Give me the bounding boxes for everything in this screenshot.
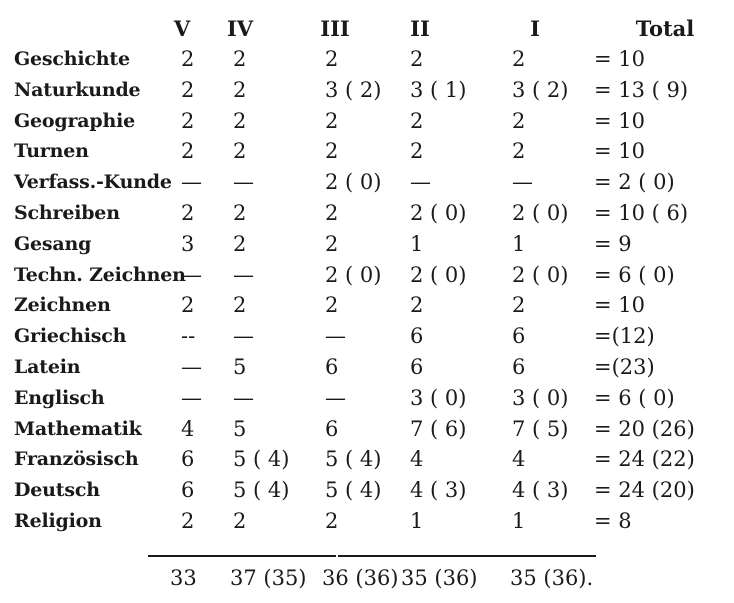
- hours-cell: 4: [512, 447, 526, 471]
- header-col-iv: IV: [226, 16, 254, 41]
- hours-cell: 2: [325, 47, 339, 71]
- hours-cell: 2: [233, 47, 247, 71]
- subject-label: Geschichte: [14, 48, 130, 70]
- hours-cell: 4 ( 3): [410, 478, 467, 502]
- hours-cell: 2: [325, 139, 339, 163]
- sum-col-v: 33: [170, 566, 197, 590]
- hours-cell: 4: [410, 447, 424, 471]
- hours-cell: 2: [181, 293, 195, 317]
- hours-cell: 5 ( 4): [325, 478, 382, 502]
- hours-cell: 6: [325, 355, 339, 379]
- hours-cell: 6: [512, 355, 526, 379]
- total-cell: = 8: [594, 509, 632, 533]
- total-cell: = 6 ( 0): [594, 386, 675, 410]
- hours-cell: —: [233, 170, 254, 194]
- subject-label: Gesang: [14, 233, 92, 255]
- hours-cell: 2: [181, 139, 195, 163]
- hours-cell: 5 ( 4): [325, 447, 382, 471]
- hours-cell: 2 ( 0): [325, 263, 382, 287]
- hours-cell: —: [233, 324, 254, 348]
- subject-label: Deutsch: [14, 479, 100, 501]
- hours-cell: —: [233, 386, 254, 410]
- hours-cell: 2: [325, 293, 339, 317]
- hours-cell: —: [512, 170, 533, 194]
- hours-cell: 3 ( 1): [410, 78, 467, 102]
- hours-cell: 6: [512, 324, 526, 348]
- subject-label: Techn. Zeichnen: [14, 264, 186, 286]
- hours-cell: —: [410, 170, 431, 194]
- hours-cell: —: [325, 386, 346, 410]
- hours-cell: 2: [233, 509, 247, 533]
- hours-cell: 2: [181, 509, 195, 533]
- total-cell: = 13 ( 9): [594, 78, 689, 102]
- hours-cell: 6: [410, 324, 424, 348]
- sum-rule-right: [338, 555, 596, 557]
- hours-cell: 2: [410, 139, 424, 163]
- total-cell: = 10: [594, 47, 645, 71]
- hours-cell: 6: [181, 447, 195, 471]
- hours-cell: 2: [512, 47, 526, 71]
- header-col-v: V: [173, 16, 191, 41]
- hours-cell: 2 ( 0): [410, 201, 467, 225]
- hours-cell: 7 ( 6): [410, 417, 467, 441]
- subject-label: Geographie: [14, 110, 135, 132]
- hours-cell: 6: [181, 478, 195, 502]
- hours-cell: 2: [181, 201, 195, 225]
- sum-col-i: 35 (36).: [510, 566, 594, 590]
- hours-cell: 3: [181, 232, 195, 256]
- hours-cell: 2: [233, 139, 247, 163]
- hours-cell: 2: [181, 109, 195, 133]
- subject-label: Latein: [14, 356, 81, 378]
- total-cell: = 2 ( 0): [594, 170, 675, 194]
- hours-cell: 3 ( 2): [512, 78, 569, 102]
- hours-cell: —: [181, 263, 202, 287]
- hours-cell: 1: [410, 232, 424, 256]
- hours-cell: —: [325, 324, 346, 348]
- hours-cell: 2: [325, 201, 339, 225]
- subject-label: Griechisch: [14, 325, 127, 347]
- hours-cell: 5: [233, 355, 247, 379]
- hours-cell: 5 ( 4): [233, 447, 290, 471]
- total-cell: = 9: [594, 232, 632, 256]
- hours-cell: 2 ( 0): [410, 263, 467, 287]
- hours-cell: 2: [410, 109, 424, 133]
- hours-cell: --: [181, 324, 196, 348]
- hours-cell: 2: [233, 232, 247, 256]
- hours-cell: 2 ( 0): [512, 263, 569, 287]
- hours-cell: 2: [512, 293, 526, 317]
- total-cell: =(12): [594, 324, 655, 348]
- hours-cell: 2: [233, 109, 247, 133]
- hours-cell: 2: [410, 293, 424, 317]
- hours-cell: 6: [325, 417, 339, 441]
- subject-label: Englisch: [14, 387, 105, 409]
- sum-rule-left: [148, 555, 336, 557]
- subject-label: Zeichnen: [14, 294, 111, 316]
- subject-label: Naturkunde: [14, 79, 141, 101]
- sum-col-iv: 37 (35): [230, 566, 307, 590]
- header-col-i: I: [530, 16, 540, 41]
- hours-cell: 3 ( 0): [410, 386, 467, 410]
- total-cell: = 20 (26): [594, 417, 695, 441]
- hours-cell: 2: [181, 78, 195, 102]
- hours-cell: 2: [181, 47, 195, 71]
- total-cell: = 24 (20): [594, 478, 695, 502]
- total-cell: = 10: [594, 109, 645, 133]
- subject-label: Religion: [14, 510, 102, 532]
- total-cell: = 10 ( 6): [594, 201, 689, 225]
- sum-col-iii: 36 (36): [322, 566, 399, 590]
- hours-cell: 4 ( 3): [512, 478, 569, 502]
- hours-cell: 7 ( 5): [512, 417, 569, 441]
- subject-label: Verfass.-Kunde: [14, 171, 172, 193]
- hours-cell: 2: [325, 109, 339, 133]
- subject-label: Mathematik: [14, 418, 142, 440]
- hours-cell: 2: [325, 509, 339, 533]
- hours-cell: 2 ( 0): [512, 201, 569, 225]
- header-total: Total: [635, 16, 695, 41]
- hours-cell: 2: [233, 201, 247, 225]
- total-cell: = 10: [594, 139, 645, 163]
- hours-cell: 2: [410, 47, 424, 71]
- hours-cell: 3 ( 2): [325, 78, 382, 102]
- hours-cell: 5 ( 4): [233, 478, 290, 502]
- subject-label: Turnen: [14, 140, 89, 162]
- hours-cell: 6: [410, 355, 424, 379]
- hours-cell: 2: [325, 232, 339, 256]
- subject-label: Französisch: [14, 448, 139, 470]
- total-cell: =(23): [594, 355, 655, 379]
- total-cell: = 10: [594, 293, 645, 317]
- hours-cell: 2: [512, 109, 526, 133]
- hours-cell: 2: [233, 293, 247, 317]
- subject-label: Schreiben: [14, 202, 120, 224]
- hours-cell: 1: [512, 232, 526, 256]
- hours-cell: 2 ( 0): [325, 170, 382, 194]
- hours-cell: 1: [512, 509, 526, 533]
- hours-cell: 3 ( 0): [512, 386, 569, 410]
- hours-cell: 4: [181, 417, 195, 441]
- hours-cell: 5: [233, 417, 247, 441]
- header-col-ii: II: [410, 16, 430, 41]
- total-cell: = 24 (22): [594, 447, 695, 471]
- hours-cell: —: [181, 355, 202, 379]
- sum-col-ii: 35 (36): [401, 566, 478, 590]
- hours-cell: 2: [233, 78, 247, 102]
- total-cell: = 6 ( 0): [594, 263, 675, 287]
- hours-cell: —: [233, 263, 254, 287]
- hours-cell: —: [181, 386, 202, 410]
- hours-cell: 1: [410, 509, 424, 533]
- hours-cell: —: [181, 170, 202, 194]
- hours-cell: 2: [512, 139, 526, 163]
- header-col-iii: III: [320, 16, 350, 41]
